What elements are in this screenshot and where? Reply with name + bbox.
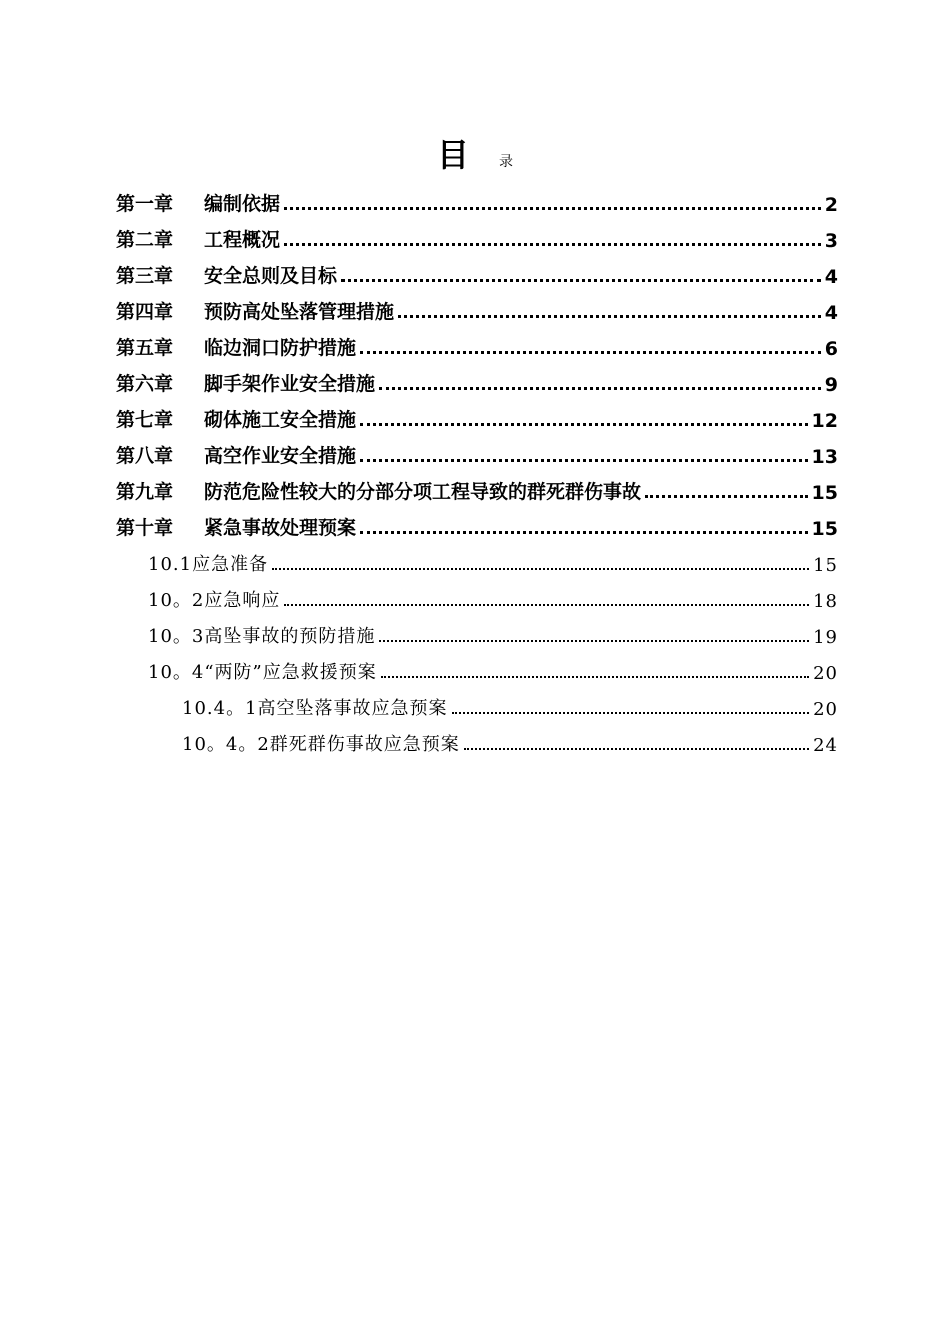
- toc-dot-leader: [379, 387, 821, 390]
- toc-entry-number: 第八章: [116, 445, 174, 467]
- toc-dot-leader: [284, 207, 821, 210]
- toc-entry-page-number: 15: [811, 518, 838, 540]
- toc-heading-sub: 录: [499, 154, 513, 170]
- toc-entry-number: 第三章: [116, 265, 174, 287]
- toc-entry-page-number: 19: [813, 627, 838, 648]
- toc-dot-leader: [398, 315, 821, 318]
- toc-entry-page-number: 6: [824, 338, 838, 360]
- toc-entry-label: 10。2应急响应: [148, 590, 281, 611]
- toc-entry[interactable]: [148, 582, 838, 612]
- toc-dot-leader: [645, 495, 808, 498]
- toc-dot-leader: [452, 712, 810, 714]
- toc-entry-number: 第四章: [116, 301, 174, 323]
- toc-entry-number: 第七章: [116, 409, 174, 431]
- toc-entry-page-number: 24: [813, 735, 838, 756]
- toc-entry-label: 10。3高坠事故的预防措施: [148, 626, 376, 647]
- toc-entry-label: 安全总则及目标: [204, 265, 338, 287]
- toc-entry[interactable]: [148, 654, 838, 684]
- toc-dot-leader: [379, 640, 809, 642]
- toc-entry-number: 第一章: [116, 193, 174, 215]
- toc-entry[interactable]: [116, 330, 838, 360]
- toc-dot-leader: [360, 531, 808, 534]
- toc-dot-leader: [360, 351, 821, 354]
- toc-entry[interactable]: [116, 438, 838, 468]
- toc-entry-number: 第五章: [116, 337, 174, 359]
- toc-entry-label: 工程概况: [204, 229, 281, 251]
- toc-entry-label: 10.4。1高空坠落事故应急预案: [182, 698, 448, 719]
- toc-entry-number: 第十章: [116, 517, 174, 539]
- toc-entry-label: 预防高处坠落管理措施: [204, 301, 395, 323]
- toc-entry-label: 10。4。2群死群伤事故应急预案: [182, 734, 460, 755]
- toc-dot-leader: [360, 423, 808, 426]
- toc-entry-number: 第二章: [116, 229, 174, 251]
- toc-dot-leader: [272, 568, 809, 570]
- toc-dot-leader: [284, 243, 821, 246]
- toc-entry[interactable]: [148, 618, 838, 648]
- toc-entry-page-number: 15: [813, 555, 838, 576]
- toc-entry-page-number: 13: [811, 446, 838, 468]
- toc-entry-page-number: 9: [824, 374, 838, 396]
- toc-entry-label: 编制依据: [204, 193, 281, 215]
- toc-dot-leader: [341, 279, 821, 282]
- toc-dot-leader: [464, 748, 809, 750]
- toc-entry[interactable]: [148, 546, 838, 576]
- toc-entry[interactable]: [116, 402, 838, 432]
- toc-entry-page-number: 2: [824, 194, 838, 216]
- toc-entry-label: 防范危险性较大的分部分项工程导致的群死群伤事故: [204, 481, 642, 503]
- toc-entry[interactable]: [116, 474, 838, 504]
- toc-entry-label: 10.1应急准备: [148, 554, 269, 575]
- toc-entry[interactable]: [182, 726, 838, 756]
- toc-entry-page-number: 3: [824, 230, 838, 252]
- toc-entry[interactable]: [116, 510, 838, 540]
- toc-entry-page-number: 15: [811, 482, 838, 504]
- toc-entry-label: 脚手架作业安全措施: [204, 373, 376, 395]
- toc-entry-label: 高空作业安全措施: [204, 445, 357, 467]
- toc-entry[interactable]: [182, 690, 838, 720]
- toc-entry-page-number: 20: [813, 699, 838, 720]
- toc-entry-page-number: 4: [824, 266, 838, 288]
- toc-entry-label: 紧急事故处理预案: [204, 517, 357, 539]
- toc-entry[interactable]: [116, 294, 838, 324]
- toc-entry-page-number: 12: [811, 410, 838, 432]
- toc-dot-leader: [284, 604, 809, 606]
- toc-heading-main: 目: [436, 136, 469, 174]
- toc-entry[interactable]: [116, 186, 838, 216]
- toc-dot-leader: [381, 676, 809, 678]
- toc-entry[interactable]: [116, 222, 838, 252]
- toc-entry-label: 临边洞口防护措施: [204, 337, 357, 359]
- toc-heading: [0, 130, 950, 176]
- toc-entry-number: 第六章: [116, 373, 174, 395]
- toc-entry-page-number: 4: [824, 302, 838, 324]
- toc-entry[interactable]: [116, 366, 838, 396]
- toc-entry-label: 砌体施工安全措施: [204, 409, 357, 431]
- toc-entry-label: 10。4“两防”应急救援预案: [148, 662, 377, 683]
- toc-entry-page-number: 20: [813, 663, 838, 684]
- toc-dot-leader: [360, 459, 808, 462]
- toc-entry-number: 第九章: [116, 481, 174, 503]
- toc-entry-page-number: 18: [813, 591, 838, 612]
- toc-entry[interactable]: [116, 258, 838, 288]
